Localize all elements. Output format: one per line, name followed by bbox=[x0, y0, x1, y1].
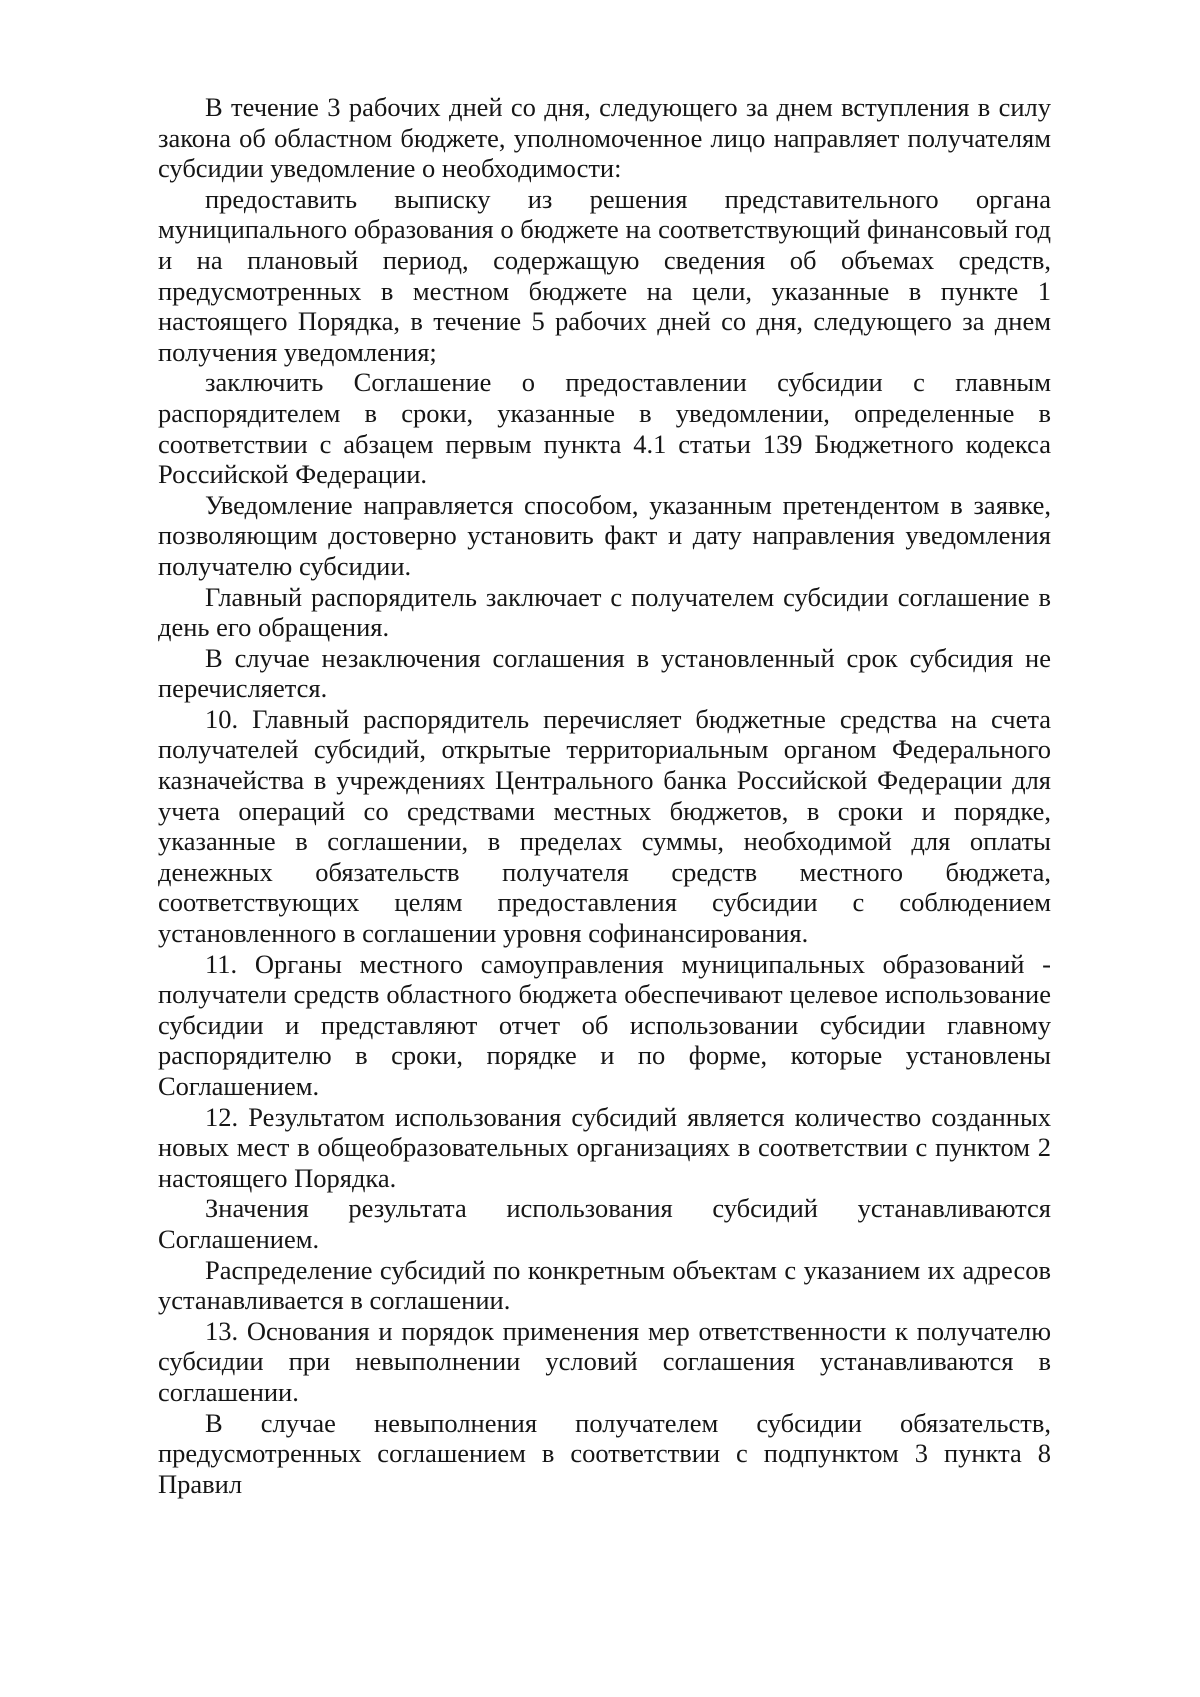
paragraph-item-13: 13. Основания и порядок применения мер ответственности к получателю субсидии при невыполнении условий соглашения устанавливаются в соглашении. bbox=[158, 1315, 1051, 1407]
paragraph-item-11: 11. Органы местного самоуправления муниципальных образований - получатели средств областного бюджета обеспечивают целевое использование субсидии и представляют отчет об использовании субсидии главному распорядителю в сроки, порядке и по форме, которые установлены Соглашением. bbox=[158, 948, 1051, 1101]
paragraph-non-fulfillment: В случае невыполнения получателем субсидии обязательств, предусмотренных соглашением в соответствии с подпунктом 3 пункта 8 Правил bbox=[158, 1407, 1051, 1499]
paragraph-provide-extract: предоставить выписку из решения представительного органа муниципального образования о бюджете на соответствующий финансовый год и на плановый период, содержащую сведения об объемах средств, предусмотренных в местном бюджете на цели, указанные в пункте 1 настоящего Порядка, в течение 5 рабочих дней со дня, следующего за днем получения уведомления; bbox=[158, 183, 1051, 367]
paragraph-agreement-day: Главный распорядитель заключает с получателем субсидии соглашение в день его обращения. bbox=[158, 581, 1051, 643]
paragraph-notification-method: Уведомление направляется способом, указанным претендентом в заявке, позволяющим достоверно установить факт и дату направления уведомления получателю субсидии. bbox=[158, 489, 1051, 581]
paragraph-conclude-agreement: заключить Соглашение о предоставлении субсидии с главным распорядителем в сроки, указанные в уведомлении, определенные в соответствии с абзацем первым пункта 4.1 статьи 139 Бюджетного кодекса Российской Федерации. bbox=[158, 367, 1051, 490]
paragraph-distribution: Распределение субсидий по конкретным объектам с указанием их адресов устанавливается в соглашении. bbox=[158, 1254, 1051, 1316]
paragraph-notification-intro: В течение 3 рабочих дней со дня, следующего за днем вступления в силу закона об областном бюджете, уполномоченное лицо направляет получателям субсидии уведомление о необходимости: bbox=[158, 92, 1051, 184]
paragraph-no-transfer: В случае незаключения соглашения в установленный срок субсидия не перечисляется. bbox=[158, 642, 1051, 704]
paragraph-item-12: 12. Результатом использования субсидий является количество созданных новых мест в общеобразовательных организациях в соответствии с пунктом 2 настоящего Порядка. bbox=[158, 1101, 1051, 1193]
paragraph-result-values: Значения результата использования субсидий устанавливаются Соглашением. bbox=[158, 1193, 1051, 1254]
paragraph-item-10: 10. Главный распорядитель перечисляет бюджетные средства на счета получателей субсидий, открытые территориальным органом Федерального казначейства в учреждениях Центрального банка Российской Федерации для учета операций со средствами местных бюджетов, в сроки и порядке, указанные в соглашении, в пределах суммы, необходимой для оплаты денежных обязательств получателя средств местного бюджета, соответствующих целям предоставления субсидии с соблюдением установленного в соглашении уровня софинансирования. bbox=[158, 703, 1051, 949]
document-page bbox=[158, 92, 1051, 1499]
